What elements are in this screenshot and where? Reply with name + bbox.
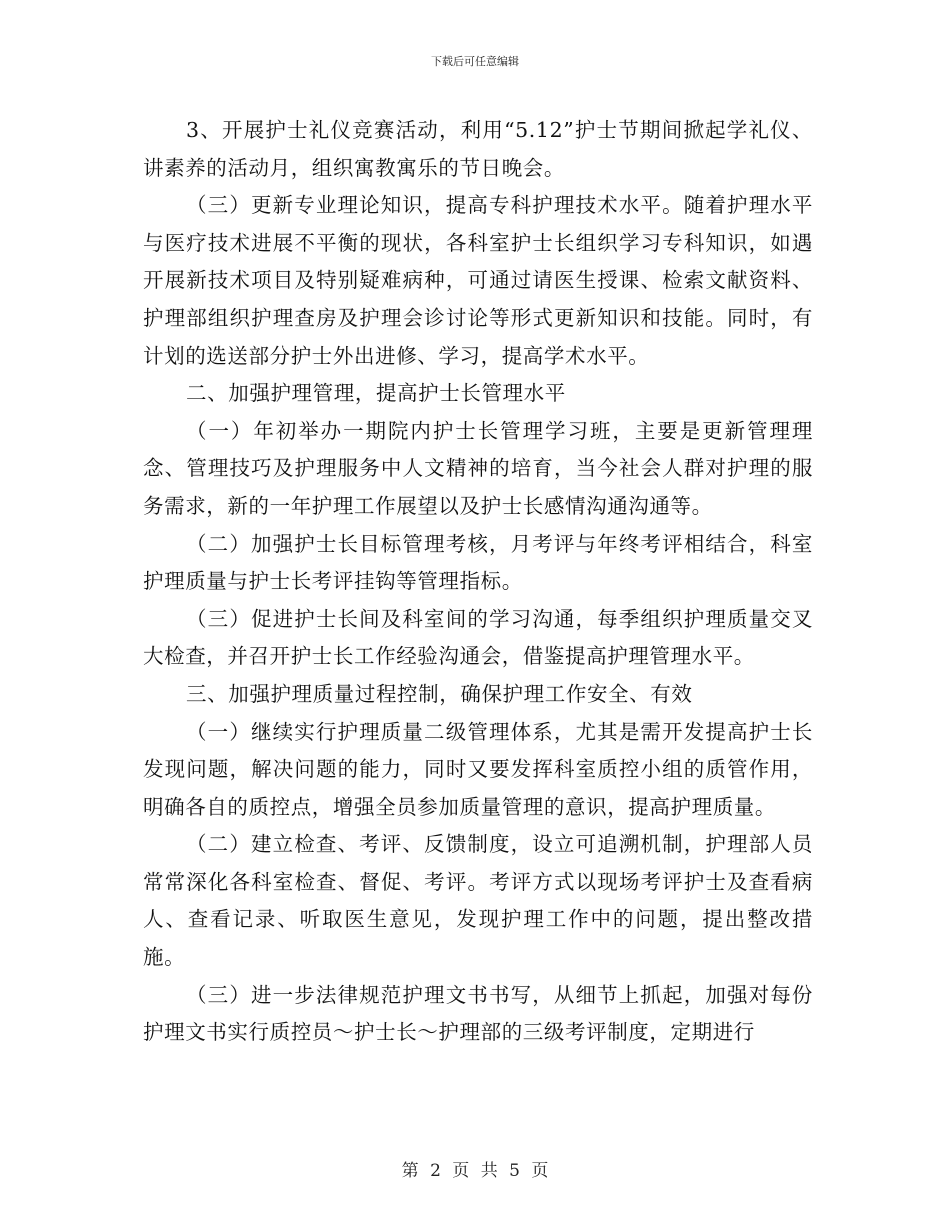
section-heading-quality-control: 三、加强护理质量过程控制，确保护理工作安全、有效 [186, 681, 693, 706]
paragraph-documentation: （三）进一步法律规范护理文书书写，从细节上抓起，加强对每份护理文书实行质控员～护士长～护理部的三级考评制度，定期进行 [143, 982, 813, 1045]
paragraph-inspection-system: （二）建立检查、考评、反馈制度，设立可追溯机制，护理部人员常常深化各科室检查、督促、考评。考评方式以现场考评护士及查看病人、查看记录、听取医生意见，发现护理工作中的问题，提出整改措施。 [143, 832, 813, 970]
paragraph-target-assessment: （二）加强护士长目标管理考核，月考评与年终考评相结合，科室护理质量与护士长考评挂钩等管理指标。 [143, 531, 813, 594]
section-heading-management: 二、加强护理管理，提高护士长管理水平 [186, 381, 566, 406]
paragraph-etiquette-contest: 3、开展护士礼仪竞赛活动，利用“5.12”护士节期间掀起学礼仪、讲素养的活动月，组织寓教寓乐的节日晚会。 [143, 118, 813, 180]
paragraph-update-knowledge: （三）更新专业理论知识，提高专科护理技术水平。随着护理水平与医疗技术进展不平衡的现状，各科室护士长组织学习专科知识，如遇开展新技术项目及特别疑难病种，可通过请医生授课、检索文献资料、护理部组织护理查房及护理会诊讨论等形式更新知识和技能。同时，有计划的选送部分护士外出进修、学习，提高学术水平。 [143, 193, 813, 368]
paragraph-exchange: （三）促进护士长间及科室间的学习沟通，每季组织护理质量交叉大检查，并召开护士长工作经验沟通会，借鉴提高护理管理水平。 [143, 606, 813, 669]
page-footer: 第 2 页 共 5 页 [401, 1161, 549, 1181]
page-header: 下载后可任意编辑 [431, 55, 519, 68]
paragraph-training-class: （一）年初举办一期院内护士长管理学习班，主要是更新管理理念、管理技巧及护理服务中人文精神的培育，当今社会人群对护理的服务需求，新的一年护理工作展望以及护士长感情沟通沟通等。 [143, 418, 813, 518]
document-body [143, 112, 813, 1052]
paragraph-two-level-system: （一）继续实行护理质量二级管理体系，尤其是需开发提高护士长发现问题，解决问题的能力，同时又要发挥科室质控小组的质管作用，明确各自的质控点，增强全员参加质量管理的意识，提高护理质量。 [143, 719, 813, 819]
